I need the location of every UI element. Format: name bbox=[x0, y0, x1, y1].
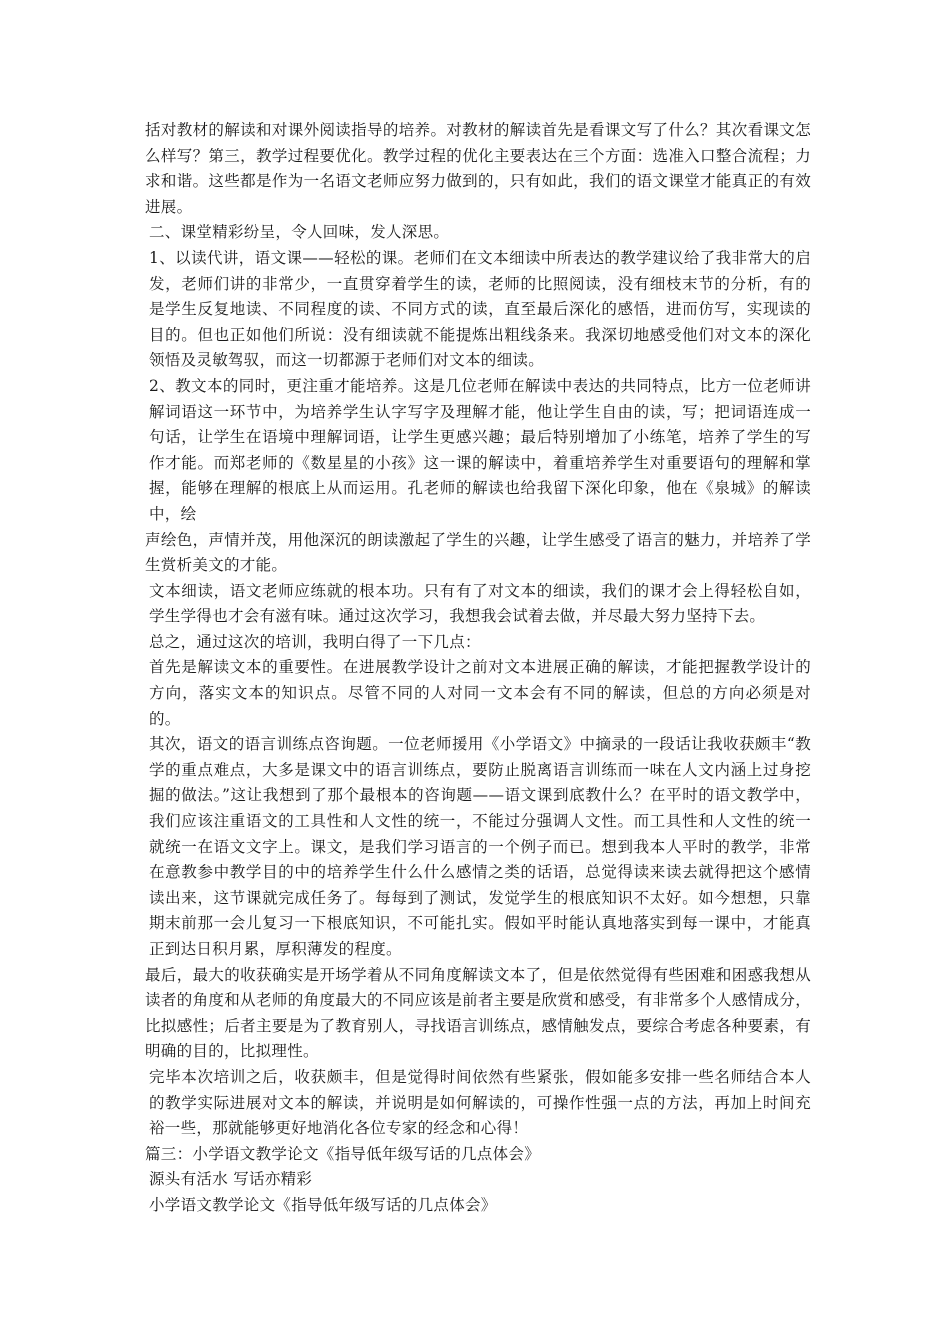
paragraph-summary-intro: 总之，通过这次的培训，我明白得了一下几点： bbox=[149, 632, 481, 651]
paragraph-point-2: 2、教文本的同时，更注重才能培养。这是几位老师在解读中表达的共同特点，比方一位老师讲解词语这一环节中，为培养学生认字写字及理解才能，他让学生自由的读，写；把词语连成一句话，让学生在语境中理解词语，让学生更感兴趣；最后特别增加了小练笔，培养了学生的写作才能。而郑老师的《数星星的小孩》这一课的解读中，着重培养学生对重要语句的理解和掌握，能够在理解的根底上从而运用。孔老师的解读也给我留下深化印象，他在《泉城》的解读中，绘 bbox=[149, 376, 811, 523]
section-title-part-three: 篇三：小学语文教学论文《指导低年级写话的几点体会》 bbox=[145, 1144, 541, 1163]
paragraph-second-point: 其次，语文的语言训练点咨询题。一位老师援用《小学语文》中摘录的一段话让我收获颇丰“教学的重点难点，大多是课文中的语言训练点，要防止脱离语言训练而一味在人文内涵上过身挖掘的做法。”这让我想到了那个最根本的咨询题——语文课到底教什么？在平时的语文教学中，我们应该注重语文的工具性和人文性的统一，不能过分强调人文性。而工具性和人文性的统一就统一在语文文字上。课文，是我们学习语言的一个例子而已。想到我本人平时的教学，非常在意教参中教学目的中的培养学生什么什么感情之类的话语，总觉得读来读去就得把这个感情读出来，这节课就完成任务了。每每到了测试，发觉学生的根底知识不太好。如今想想，只靠期末前那一会儿复习一下根底知识，不可能扎实。假如平时能认真地落实到每一课中，才能真正到达日积月累，厚积薄发的程度。 bbox=[149, 735, 811, 958]
paragraph-point-1: 1、以读代讲，语文课——轻松的课。老师们在文本细读中所表达的教学建议给了我非常大的启发，老师们讲的非常少，一直贯穿着学生的读，老师的比照阅读，没有细枝末节的分析，有的是学生反复地读、不同程度的读、不同方式的读，直至最后深化的感悟，进而仿写，实现读的目的。但也正如他们所说：没有细读就不能提炼出粗线条来。我深切地感受他们对文本的深化领悟及灵敏驾驭，而这一切都源于老师们对文本的细读。 bbox=[149, 248, 811, 370]
subtitle-line: 源头有活水 写话亦精彩 bbox=[149, 1170, 313, 1189]
paragraph-conclusion: 完毕本次培训之后，收获颇丰，但是觉得时间依然有些紧张，假如能多安排一些名师结合本人的教学实际进展对文本的解读，并说明是如何解读的，可操作性强一点的方法，再加上时间充裕一些，那就能够更好地消化各位专家的经念和心得！ bbox=[149, 1067, 811, 1138]
paragraph-first-point: 首先是解读文本的重要性。在进展教学设计之前对文本进展正确的解读，才能把握教学设计的方向，落实文本的知识点。尽管不同的人对同一文本会有不同的解读，但总的方向必须是对的。 bbox=[149, 658, 811, 728]
paragraph-close-reading: 文本细读，语文老师应练就的根本功。只有有了对文本的细读，我们的课才会上得轻松自如，学生学得也才会有滋有味。通过这次学习，我想我会试着去做，并尽最大努力坚持下去。 bbox=[149, 581, 811, 626]
article-title-line: 小学语文教学论文《指导低年级写话的几点体会》 bbox=[149, 1195, 497, 1214]
document-body bbox=[145, 118, 811, 1219]
section-heading-two: 二、课堂精彩纷呈，令人回味，发人深思。 bbox=[149, 223, 450, 242]
paragraph-intro-continuation: 括对教材的解读和对课外阅读指导的培养。对教材的解读首先是看课文写了什么？其次看课文怎么样写？第三，教学过程要优化。教学过程的优化主要表达在三个方面：选准入口整合流程；力求和谐。这些都是作为一名语文老师应努力做到的，只有如此，我们的语文课堂才能真正的有效进展。 bbox=[145, 121, 811, 216]
paragraph-point-2-continuation: 声绘色，声情并茂，用他深沉的朗读激起了学生的兴趣，让学生感受了语言的魅力，并培养了学生赏析美文的才能。 bbox=[145, 530, 811, 575]
paragraph-last-point: 最后，最大的收获确实是开场学着从不同角度解读文本了，但是依然觉得有些困难和困惑我想从读者的角度和从老师的角度最大的不同应该是前者主要是欣赏和感受，有非常多个人感情成分，比拟感性；后者主要是为了教育别人，寻找语言训练点，感情触发点，要综合考虑各种要素，有明确的目的，比拟理性。 bbox=[145, 965, 811, 1061]
